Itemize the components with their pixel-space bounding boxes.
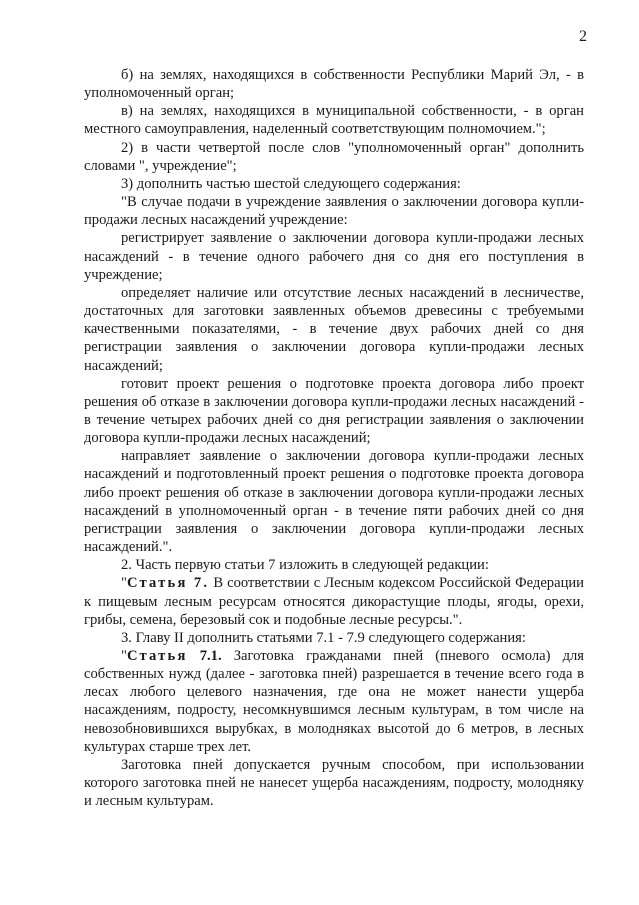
open-quote: " [121, 648, 127, 664]
paragraph-article-7 [84, 574, 584, 628]
article-7-1-heading: Статья [126, 648, 188, 664]
paragraph-b-republic-land: б) на землях, находящихся в собственности Республики Марий Эл, - в уполномоченный орган; [84, 67, 584, 102]
paragraph-chapter-2-intro: 3. Главу II дополнить статьями 7.1 - 7.9 следующего содержания: [121, 629, 526, 646]
paragraph-registers: регистрирует заявление о заключении договора купли-продажи лесных насаждений - в течение одного рабочего дня со дня его поступления в учреждение; [84, 230, 584, 283]
document-body [84, 66, 584, 810]
paragraph-v-municipal-land: в) на землях, находящихся в муниципальной собственности, - в орган местного самоуправления, наделенный соответствующим полномочием."; [84, 103, 584, 138]
paragraph-institution-application: "В случае подачи в учреждение заявления о заключении договора купли-продажи лесных насаждений учреждение: [84, 194, 584, 229]
article-7-1-number: 7.1. [187, 648, 222, 664]
paragraph-amendment-3: 3) дополнить частью шестой следующего содержания: [121, 175, 461, 192]
paragraph-article-7-intro: 2. Часть первую статьи 7 изложить в следующей редакции: [121, 557, 489, 574]
article-7-heading: Статья 7. [126, 575, 210, 592]
paragraph-prepares: готовит проект решения о подготовке проекта договора либо проект решения об отказе в заключении договора купли-продажи лесных насаждений - в течение четырех рабочих дней со дня регистрации заявления о заключении договора купли-продажи лесных насаждений; [84, 375, 584, 447]
paragraph-amendment-2: 2) в части четвертой после слов "уполномоченный орган" дополнить словами ", учреждение"; [84, 139, 584, 174]
paragraph-stump-harvesting-method: Заготовка пней допускается ручным способом, при использовании которого заготовка пней не нанесет ущерба насаждениям, подросту, молодняку и лесным культурам. [84, 756, 584, 810]
paragraph-forwards: направляет заявление о заключении договора купли-продажи лесных насаждений и подготовленный проект решения о подготовке проекта договора либо проект решения об отказе в заключении договора купли-продажи лесных насаждений в уполномоченный орган - в течение пяти рабочих дней со дня регистрации заявления о заключении договора купли-продажи лесных насаждений.". [84, 448, 584, 556]
article-7-1-text: Заготовка гражданами пней (пневого осмола) для собственных нужд (далее - заготовка пней) разрешается в течение всего года в лесах любого целевого назначения, где она не может нанести ущерба насаждениям, подросту, несомкнувшимся лесным культурам, в том числе на невозобновившихся вырубках, в молодняках высотой до 6 метров, в лесных культурах старше трех лет. [84, 648, 584, 755]
open-quote: " [121, 575, 127, 592]
page-number: 2 [579, 28, 587, 45]
paragraph-determines: определяет наличие или отсутствие лесных насаждений в лесничестве, достаточных для заготовки заявленных объемов древесины с требуемыми качественными показателями, - в течение двух рабочих дней со дня регистрации заявления о заключении договора купли-продажи лесных насаждений; [84, 284, 584, 374]
article-7-text: В соответствии с Лесным кодексом Российской Федерации к пищевым лесным ресурсам относятся дикорастущие плоды, ягоды, орехи, грибы, семена, березовый сок и подобные лесные ресурсы.". [84, 575, 584, 628]
paragraph-article-7-1 [84, 647, 584, 756]
